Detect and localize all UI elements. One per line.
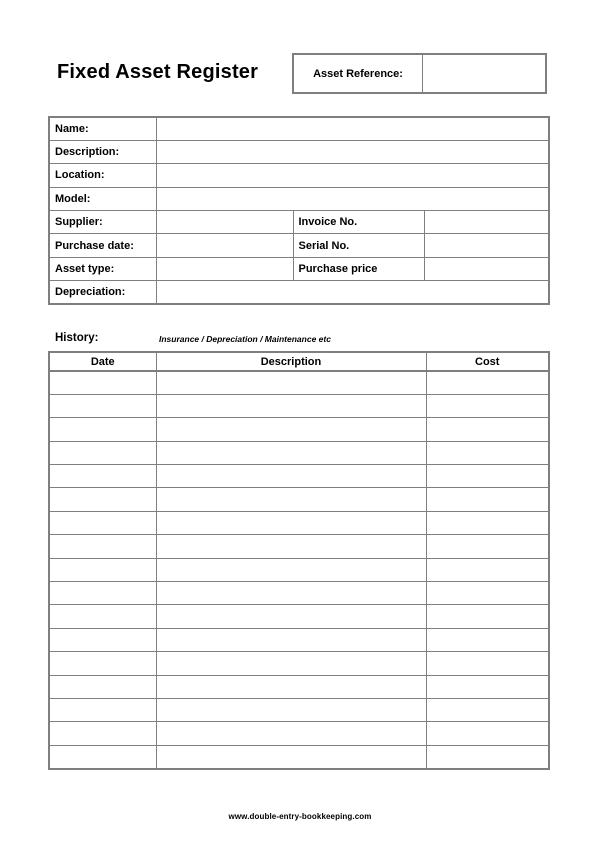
history-cell-date [49,488,156,511]
history-cell-cost [426,394,549,417]
history-cell-description [156,605,426,628]
history-row [49,394,549,417]
history-row [49,441,549,464]
history-row [49,652,549,675]
asset-reference-label: Asset Reference: [294,55,423,92]
detail-row-description [49,140,549,163]
detail-row-depreciation [49,281,549,304]
detail-label: Asset type: [49,257,156,280]
history-row [49,535,549,558]
footer-url: www.double-entry-bookkeeping.com [228,812,372,821]
detail-value [424,211,549,234]
history-row [49,722,549,745]
detail-label: Serial No. [293,234,424,257]
history-cell-cost [426,441,549,464]
history-cell-cost [426,652,549,675]
detail-label: Location: [49,164,156,187]
history-table-body [49,371,549,769]
history-cell-cost [426,465,549,488]
detail-label: Description: [49,140,156,163]
history-cell-date [49,371,156,394]
history-cell-description [156,582,426,605]
history-cell-date [49,675,156,698]
history-row [49,698,549,721]
history-header-row [49,352,549,371]
detail-row-supplier [49,211,549,234]
detail-label: Purchase date: [49,234,156,257]
history-cell-date [49,698,156,721]
detail-value [156,187,549,210]
history-cell-date [49,558,156,581]
history-cell-cost [426,418,549,441]
history-cell-description [156,745,426,768]
detail-value [156,164,549,187]
history-row [49,418,549,441]
history-row [49,745,549,768]
detail-label: Invoice No. [293,211,424,234]
history-cell-cost [426,698,549,721]
history-cell-date [49,652,156,675]
history-cell-description [156,441,426,464]
detail-value [156,140,549,163]
history-cell-cost [426,511,549,534]
detail-row-purchase-date [49,234,549,257]
history-col-cost: Cost [426,352,549,371]
asset-details-table [48,116,550,305]
history-cell-date [49,465,156,488]
history-row [49,582,549,605]
detail-value [156,117,549,140]
history-col-description: Description [156,352,426,371]
history-cell-date [49,394,156,417]
history-row [49,558,549,581]
asset-reference-value [423,55,545,92]
history-row [49,511,549,534]
detail-value [424,257,549,280]
history-row [49,371,549,394]
history-cell-date [49,418,156,441]
history-cell-cost [426,558,549,581]
history-cell-description [156,722,426,745]
history-cell-cost [426,675,549,698]
history-cell-description [156,698,426,721]
history-cell-description [156,535,426,558]
detail-label: Purchase price [293,257,424,280]
history-cell-date [49,511,156,534]
history-section-label: History: [55,332,99,344]
detail-label: Depreciation: [49,281,156,304]
detail-row-model [49,187,549,210]
detail-value [424,234,549,257]
history-cell-description [156,371,426,394]
history-col-date: Date [49,352,156,371]
detail-row-asset-type [49,257,549,280]
history-cell-date [49,722,156,745]
history-row [49,465,549,488]
history-cell-cost [426,628,549,651]
history-cell-date [49,605,156,628]
history-section-note: Insurance / Depreciation / Maintenance etc [159,334,331,344]
detail-value [156,257,293,280]
history-row [49,488,549,511]
history-cell-cost [426,722,549,745]
detail-row-name [49,117,549,140]
history-cell-description [156,465,426,488]
history-cell-cost [426,605,549,628]
detail-value [156,234,293,257]
history-cell-cost [426,371,549,394]
history-row [49,628,549,651]
detail-value [156,211,293,234]
history-cell-description [156,628,426,651]
detail-label: Model: [49,187,156,210]
history-cell-date [49,628,156,651]
history-cell-cost [426,535,549,558]
asset-reference-box [292,53,547,94]
detail-row-location [49,164,549,187]
history-cell-description [156,394,426,417]
detail-value [156,281,549,304]
detail-label: Name: [49,117,156,140]
history-cell-cost [426,488,549,511]
history-cell-description [156,652,426,675]
history-cell-date [49,535,156,558]
history-cell-description [156,558,426,581]
detail-label: Supplier: [49,211,156,234]
history-row [49,605,549,628]
history-cell-description [156,511,426,534]
history-cell-description [156,675,426,698]
history-cell-cost [426,582,549,605]
history-cell-description [156,418,426,441]
history-cell-description [156,488,426,511]
history-cell-date [49,441,156,464]
history-cell-date [49,745,156,768]
page-title: Fixed Asset Register [57,61,259,83]
history-table [48,351,550,770]
history-cell-date [49,582,156,605]
history-cell-cost [426,745,549,768]
history-row [49,675,549,698]
